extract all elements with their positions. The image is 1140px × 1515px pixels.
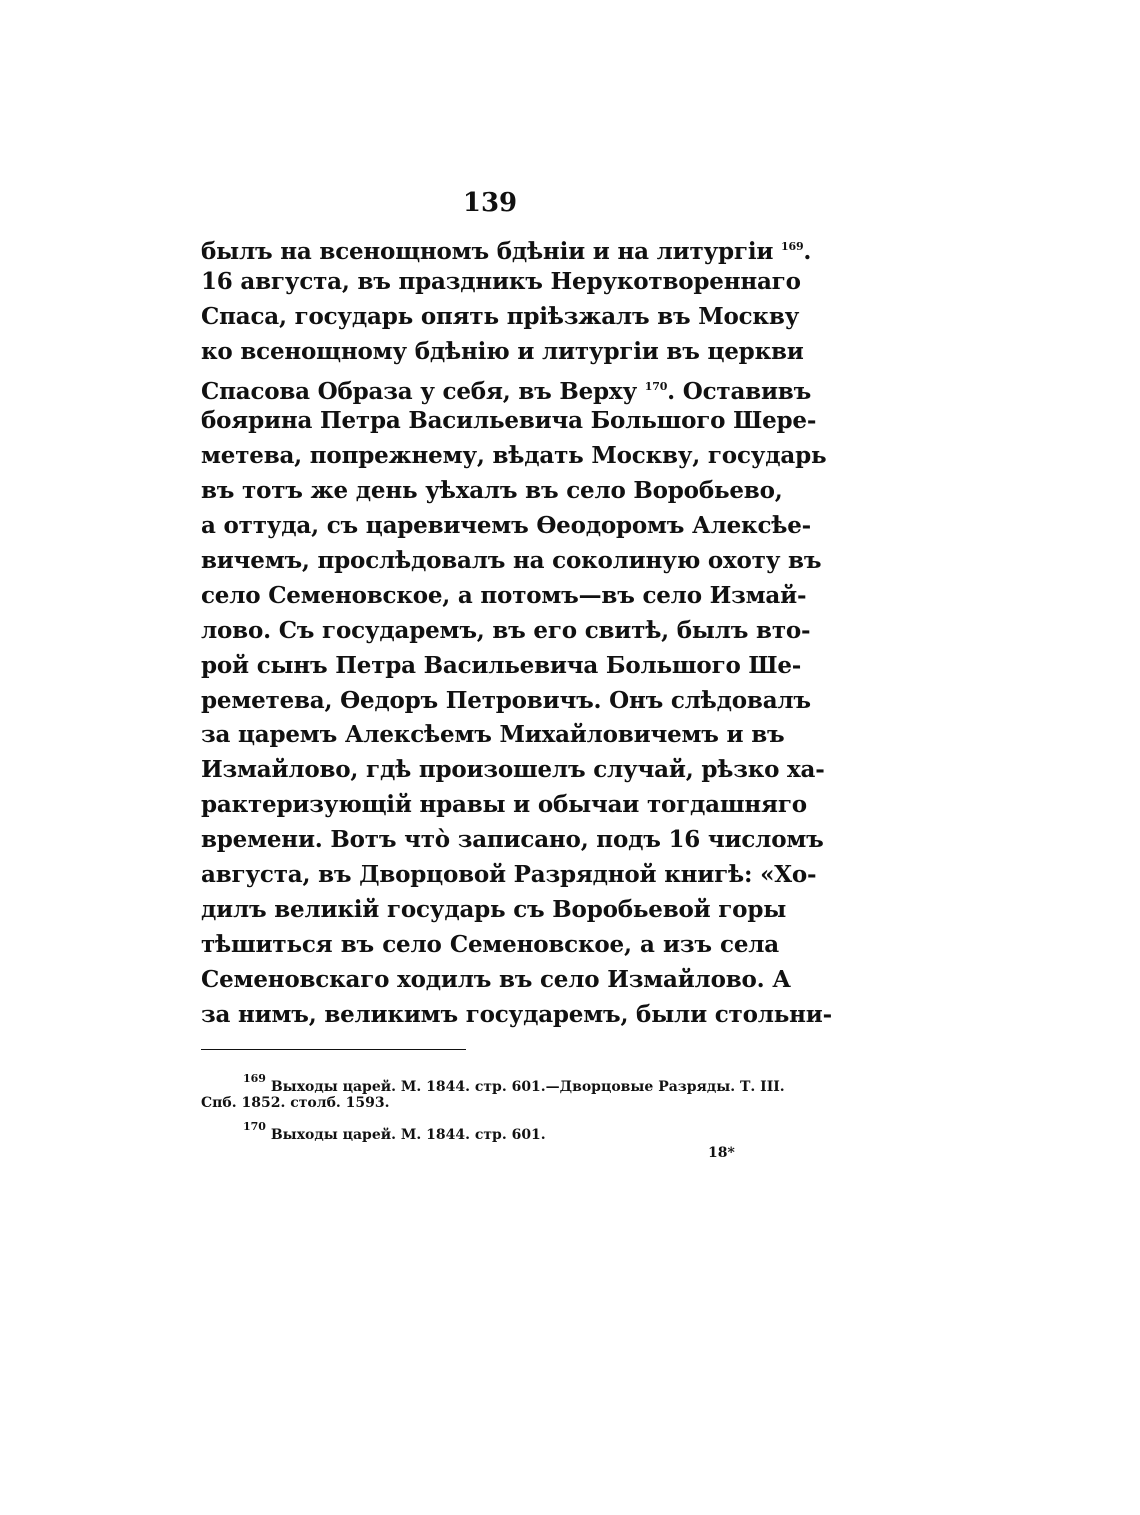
body-line: рой сынъ Петра Васильевича Большого Ше- bbox=[201, 651, 802, 679]
body-line bbox=[201, 230, 812, 265]
footnotes bbox=[201, 1067, 785, 1143]
body-line: августа, въ Дворцовой Разрядной книгѣ: «Хо- bbox=[201, 861, 817, 889]
body-line: за царемъ Алексѣемъ Михайловичемъ и въ bbox=[201, 721, 785, 749]
body-line bbox=[201, 370, 812, 405]
body-line-tail: . Оставивъ bbox=[667, 377, 812, 405]
footnote-170-mark: 170 bbox=[243, 1120, 266, 1133]
body-line: боярина Петра Васильевича Большого Шере- bbox=[201, 407, 817, 435]
body-line: вичемъ, прослѣдовалъ на соколиную охоту въ bbox=[201, 547, 822, 575]
body-line: за нимъ, великимъ государемъ, были стольни- bbox=[201, 1000, 832, 1028]
printer-signature: 18* bbox=[708, 1145, 735, 1161]
footnote-ref-170: 170 bbox=[644, 379, 668, 393]
body-line: лово. Съ государемъ, въ его свитѣ, былъ вто- bbox=[201, 616, 811, 644]
body-line-tail: . bbox=[803, 238, 812, 265]
body-line: ко всенощному бдѣнію и литургіи въ церкви bbox=[201, 337, 804, 365]
body-text bbox=[201, 230, 832, 1032]
footnote-169-text: Выходы царей. М. 1844. стр. 601.—Дворцовые Разряды. Т. III. bbox=[270, 1079, 785, 1095]
footnote-170 bbox=[201, 1115, 779, 1143]
body-line: а оттуда, съ царевичемъ Ѳеодоромъ Алексѣе- bbox=[201, 512, 812, 540]
body-line: реметева, Ѳедоръ Петровичъ. Онъ слѣдовалъ bbox=[201, 686, 811, 714]
page-number: 139 bbox=[462, 188, 518, 218]
footnote-169-mark: 169 bbox=[243, 1072, 266, 1085]
body-line: рактеризующій нравы и обычаи тогдашняго bbox=[201, 791, 807, 819]
body-line-text: былъ на всенощномъ бдѣніи и на литургіи bbox=[201, 238, 782, 265]
footnote-ref-169: 169 bbox=[781, 240, 804, 253]
body-line: времени. Вотъ что̀ записано, подъ 16 числомъ bbox=[201, 826, 824, 854]
body-line: Измайлово, гдѣ произошелъ случай, рѣзко ха- bbox=[201, 756, 825, 784]
body-line: въ тотъ же день уѣхалъ въ село Воробьево, bbox=[201, 477, 783, 505]
footnote-divider bbox=[201, 1049, 466, 1050]
body-line: 16 августа, въ праздникъ Нерукотвореннаго bbox=[201, 267, 801, 295]
body-line: метева, попрежнему, вѣдать Москву, государь bbox=[201, 442, 827, 470]
footnote-169-continuation: Спб. 1852. столб. 1593. bbox=[201, 1095, 390, 1111]
body-line: тѣшиться въ село Семеновское, а изъ села bbox=[201, 930, 779, 958]
footnote-170-text: Выходы царей. М. 1844. стр. 601. bbox=[270, 1127, 546, 1143]
footnote-169 bbox=[201, 1067, 785, 1095]
body-line: Семеновскаго ходилъ въ село Измайлово. А bbox=[201, 965, 791, 993]
body-line: дилъ великій государь съ Воробьевой горы bbox=[201, 895, 787, 923]
body-line: Спаса, государь опять пріѣзжалъ въ Москву bbox=[201, 302, 800, 330]
body-line-text: Спасова Образа у себя, въ Верху bbox=[201, 377, 645, 405]
body-line: село Семеновское, а потомъ—въ село Измай- bbox=[201, 581, 807, 609]
